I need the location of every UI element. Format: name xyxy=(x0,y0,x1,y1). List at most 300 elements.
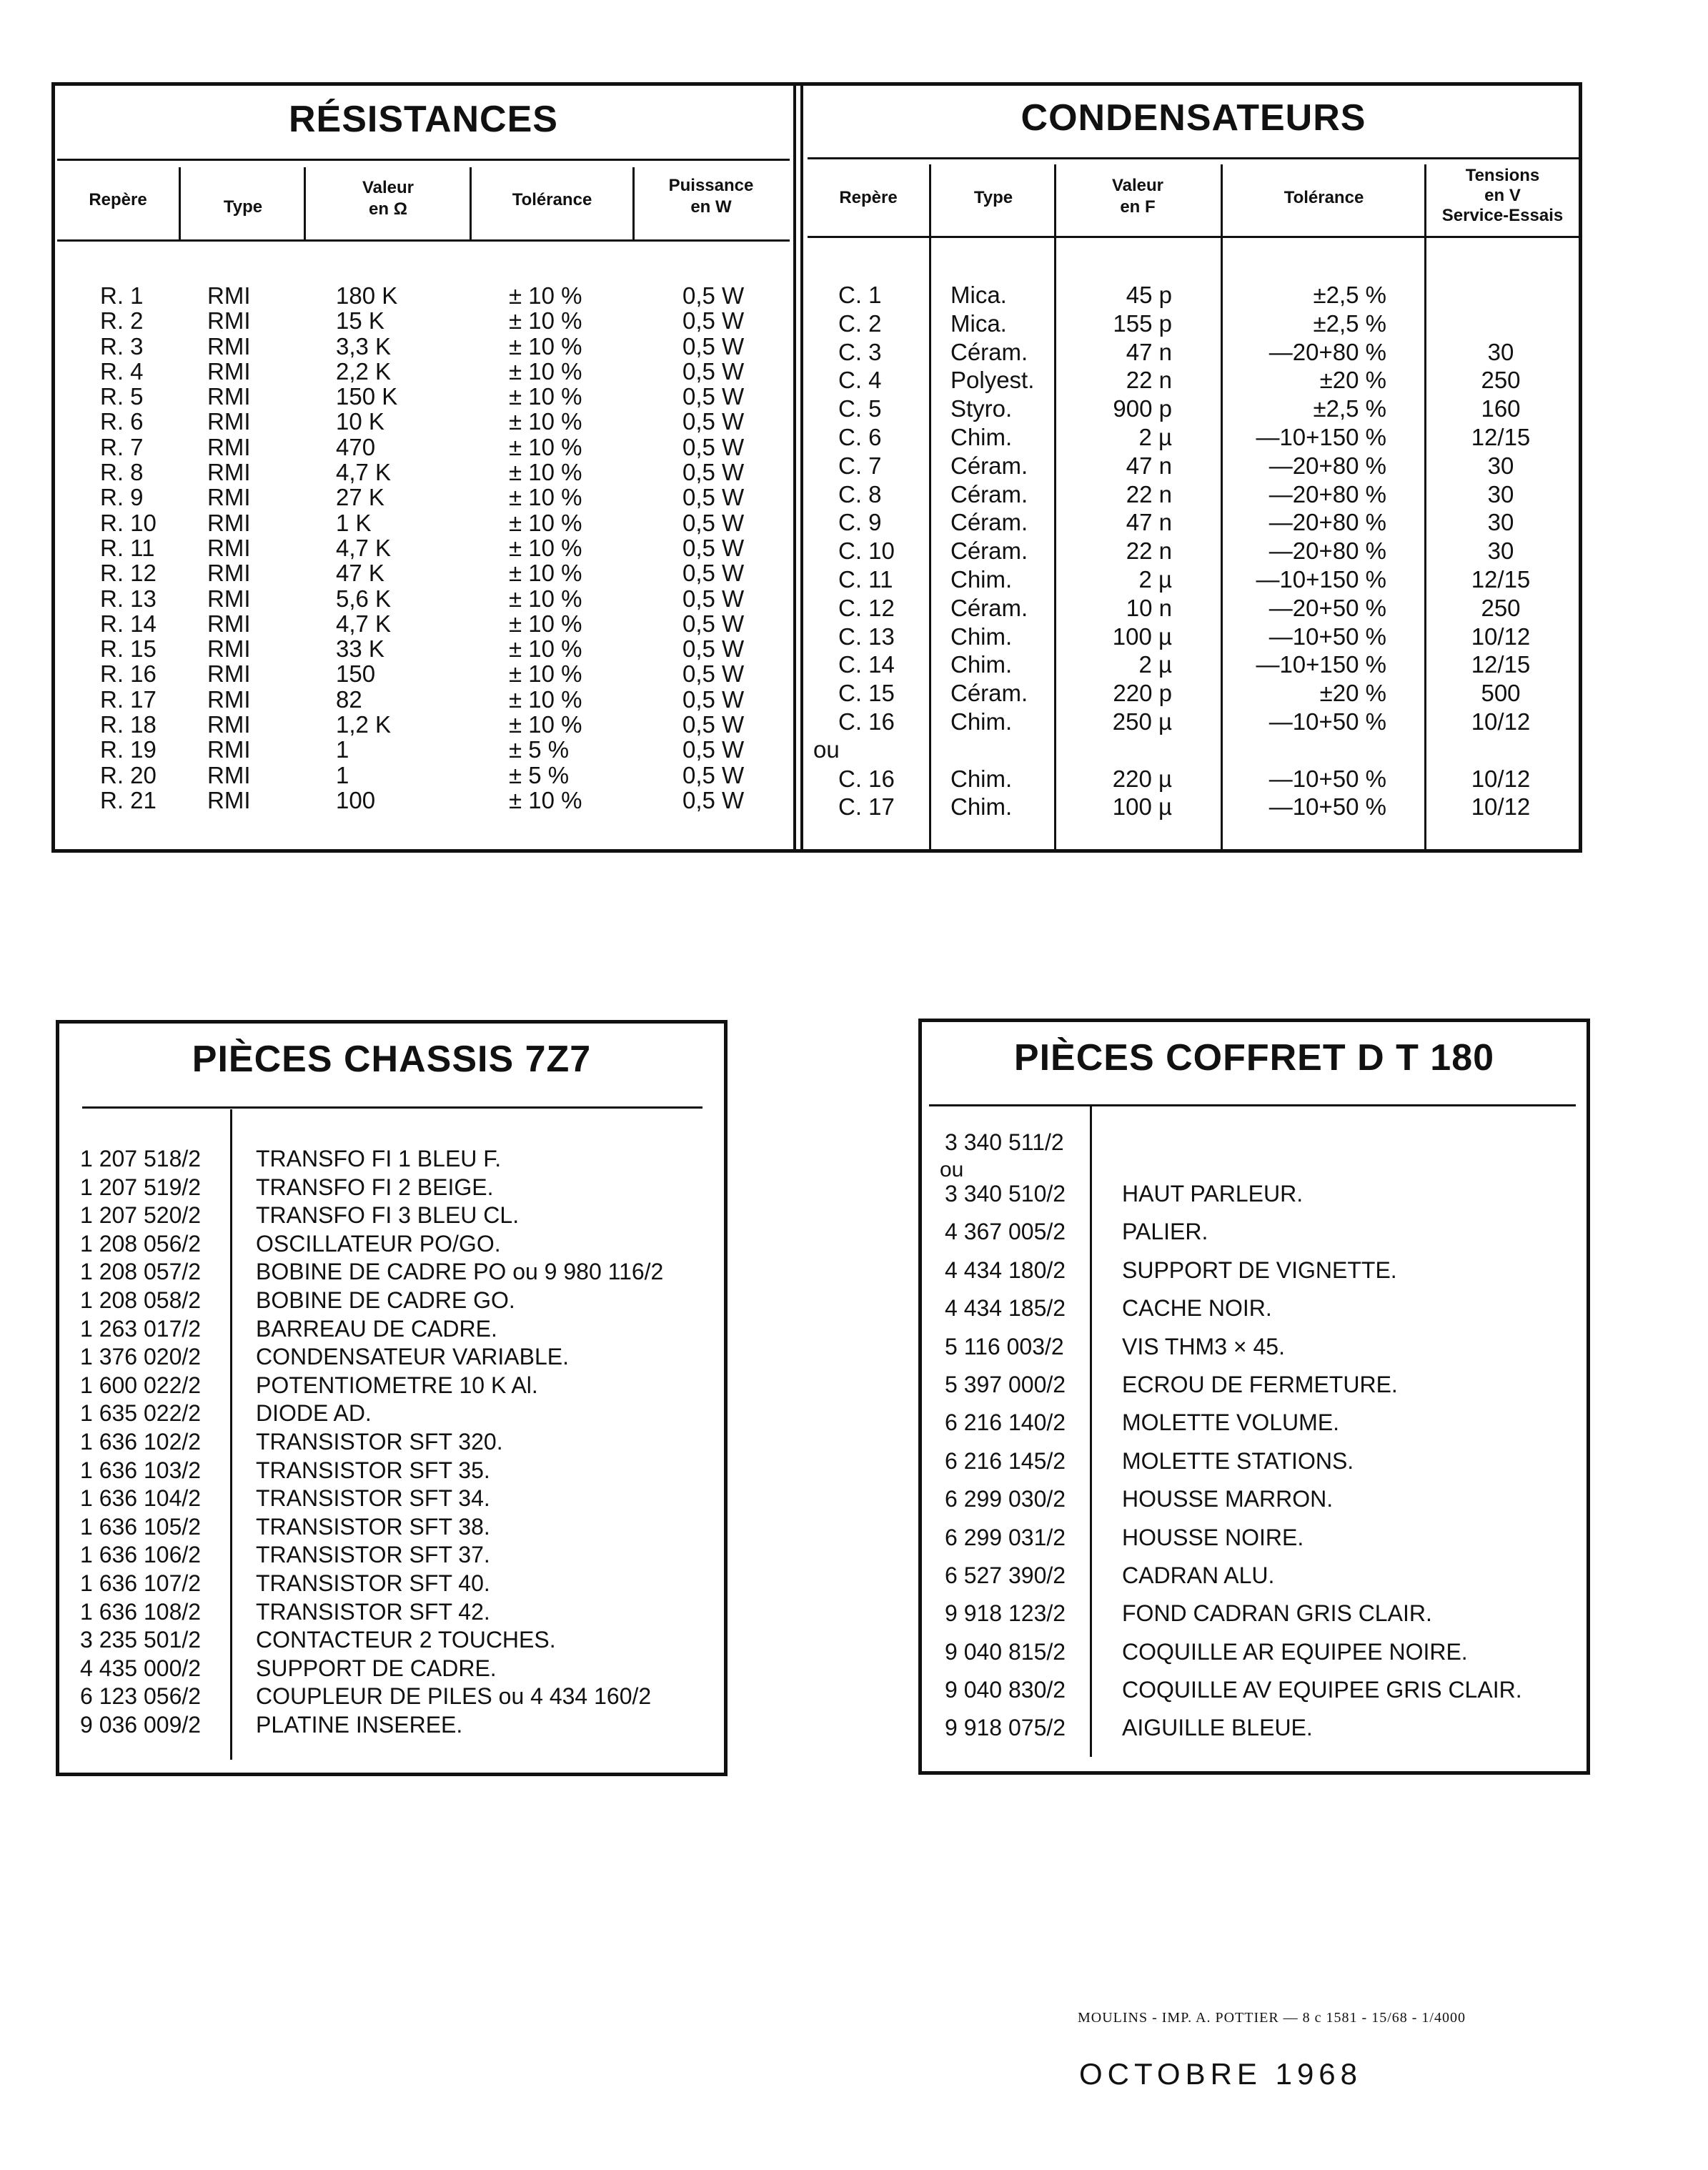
res-cell-repere: R. 6 xyxy=(100,408,144,435)
cond-cell-tolerance: ±2,5 % xyxy=(1313,309,1386,337)
chassis-part-ref: 1 208 056/2 xyxy=(80,1230,202,1257)
cond-cell-tension: 160 xyxy=(1481,395,1521,422)
coffret-part-desc: AIGUILLE BLEUE. xyxy=(1122,1715,1313,1741)
res-cell-type: RMI xyxy=(207,761,251,788)
coffret-part-desc: HAUT PARLEUR. xyxy=(1122,1181,1304,1207)
cond-cell-repere: C. 1 xyxy=(838,282,882,308)
res-cell-tolerance: ± 5 % xyxy=(509,761,570,788)
coffret-part-ref: 9 918 075/2 xyxy=(945,1715,1066,1741)
cond-ou-label: ou xyxy=(813,736,840,763)
res-cell-tolerance: ± 10 % xyxy=(509,685,582,713)
chassis-part-ref: 1 636 102/2 xyxy=(80,1428,202,1455)
chassis-part-desc: POTENTIOMETRE 10 K Al. xyxy=(256,1372,538,1398)
chassis-part-ref: 1 263 017/2 xyxy=(80,1315,202,1342)
res-header-puissance-unit: en W xyxy=(690,197,732,217)
chassis-part-ref: 1 376 020/2 xyxy=(80,1344,202,1370)
cond-cell-valeur: 2 µ xyxy=(1138,423,1172,450)
res-cell-puissance: 0,5 W xyxy=(682,307,745,335)
res-cell-tolerance: ± 10 % xyxy=(509,560,582,587)
res-cell-repere: R. 9 xyxy=(100,484,144,511)
coffret-part-desc: HOUSSE MARRON. xyxy=(1122,1486,1334,1512)
res-cell-repere: R. 8 xyxy=(100,459,144,486)
cond-header-rule xyxy=(808,236,1579,238)
center-divider-1 xyxy=(793,84,796,851)
cond-cell-repere: C. 16 xyxy=(838,708,895,735)
res-cell-tolerance: ± 10 % xyxy=(509,357,582,385)
coffret-part-ref: 5 397 000/2 xyxy=(945,1371,1066,1397)
res-cell-type: RMI xyxy=(207,635,251,663)
res-cell-type: RMI xyxy=(207,383,251,410)
cond-header-valeur-label: Valeur xyxy=(1111,176,1164,195)
res-header-valeur-unit: en Ω xyxy=(369,199,407,219)
res-cell-valeur: 1,2 K xyxy=(336,711,392,738)
cond-cell-tolerance: —10+50 % xyxy=(1268,765,1386,792)
cond-cell-tension: 10/12 xyxy=(1471,765,1531,792)
res-cell-valeur: 47 K xyxy=(336,560,384,587)
cond-cell-type: Chim. xyxy=(950,651,1013,678)
res-header-valeur xyxy=(306,177,470,220)
cond-cell-type: Chim. xyxy=(950,793,1013,821)
res-cell-repere: R. 5 xyxy=(100,383,144,410)
cond-header-valeur-unit: en F xyxy=(1120,197,1156,217)
res-cell-tolerance: ± 10 % xyxy=(509,459,582,486)
res-cell-tolerance: ± 10 % xyxy=(509,408,582,435)
chassis-part-ref: 1 208 057/2 xyxy=(80,1259,202,1285)
res-cell-type: RMI xyxy=(207,610,251,637)
chassis-part-desc: CONTACTEUR 2 TOUCHES. xyxy=(256,1627,556,1653)
res-cell-type: RMI xyxy=(207,408,251,435)
res-cell-type: RMI xyxy=(207,459,251,486)
chassis-part-ref: 9 036 009/2 xyxy=(80,1711,202,1738)
cond-cell-tension: 10/12 xyxy=(1471,708,1531,735)
res-cell-puissance: 0,5 W xyxy=(682,736,745,763)
cond-cell-type: Chim. xyxy=(950,623,1013,650)
cond-cell-tolerance: —20+80 % xyxy=(1268,509,1386,536)
res-cell-puissance: 0,5 W xyxy=(682,408,745,435)
res-cell-repere: R. 4 xyxy=(100,357,144,385)
res-cell-type: RMI xyxy=(207,509,251,536)
chassis-part-desc: BOBINE DE CADRE PO ou 9 980 116/2 xyxy=(256,1259,664,1285)
res-cell-type: RMI xyxy=(207,484,251,511)
res-cell-type: RMI xyxy=(207,585,251,612)
chassis-part-desc: TRANSFO FI 2 BEIGE. xyxy=(256,1174,494,1200)
cond-cell-repere: C. 7 xyxy=(838,452,882,479)
res-cell-valeur: 33 K xyxy=(336,635,384,663)
coffret-title: PIÈCES COFFRET D T 180 xyxy=(1013,1037,1495,1079)
cond-cell-tolerance: —20+50 % xyxy=(1268,594,1386,621)
res-cell-puissance: 0,5 W xyxy=(682,282,745,309)
res-header-tolerance: Tolérance xyxy=(512,190,592,209)
cond-cell-valeur: 45 p xyxy=(1126,282,1172,308)
res-cell-valeur: 5,6 K xyxy=(336,585,392,612)
res-cell-type: RMI xyxy=(207,711,251,738)
cond-cell-tension: 250 xyxy=(1481,367,1521,394)
res-col-puissance xyxy=(682,283,768,813)
chassis-title-rule xyxy=(82,1106,702,1109)
chassis-part-desc: SUPPORT DE CADRE. xyxy=(256,1655,497,1681)
chassis-part-desc: TRANSISTOR SFT 35. xyxy=(256,1457,490,1483)
cond-cell-valeur: 220 p xyxy=(1113,680,1172,707)
res-cell-puissance: 0,5 W xyxy=(682,332,745,360)
res-cell-tolerance: ± 10 % xyxy=(509,509,582,536)
res-cell-puissance: 0,5 W xyxy=(682,433,745,460)
res-header-valeur-label: Valeur xyxy=(362,178,414,197)
res-header-repere: Repère xyxy=(89,190,147,209)
chassis-part-ref: 1 636 105/2 xyxy=(80,1513,202,1540)
cond-cell-tension: 30 xyxy=(1487,509,1514,536)
cond-cell-tension: 30 xyxy=(1487,480,1514,507)
cond-cell-tension: 250 xyxy=(1481,594,1521,621)
res-cell-repere: R. 18 xyxy=(100,711,157,738)
coffret-part-ref: 9 918 123/2 xyxy=(945,1600,1066,1627)
cond-cell-tension: 12/15 xyxy=(1471,565,1531,593)
cond-cell-repere: C. 10 xyxy=(838,537,895,565)
res-cell-tolerance: ± 10 % xyxy=(509,610,582,637)
cond-cell-tension: 30 xyxy=(1487,537,1514,565)
coffret-part-desc: MOLETTE VOLUME. xyxy=(1122,1409,1340,1436)
res-cell-repere: R. 17 xyxy=(100,685,157,713)
cond-cell-type: Céram. xyxy=(950,680,1028,707)
chassis-part-desc: OSCILLATEUR PO/GO. xyxy=(256,1230,501,1257)
cond-cell-tension xyxy=(1429,309,1572,338)
res-cell-repere: R. 1 xyxy=(100,282,144,309)
chassis-part-desc: TRANSFO FI 1 BLEU F. xyxy=(256,1146,502,1171)
cond-cell-valeur: 250 µ xyxy=(1112,708,1172,735)
coffret-part-desc: COQUILLE AV EQUIPEE GRIS CLAIR. xyxy=(1122,1677,1522,1703)
cond-cell-tension: 30 xyxy=(1487,452,1514,479)
printer-imprint: MOULINS - IMP. A. POTTIER — 8 c 1581 - 15/68 - 1/4000 xyxy=(1078,2010,1466,2026)
res-col-sep-1 xyxy=(179,167,181,239)
res-cell-tolerance: ± 10 % xyxy=(509,711,582,738)
cond-col-sep-4 xyxy=(1424,164,1426,851)
condensateurs-title: CONDENSATEURS xyxy=(1021,97,1366,139)
cond-cell-type: Chim. xyxy=(950,565,1013,593)
chassis-part-ref: 4 435 000/2 xyxy=(80,1655,202,1681)
res-cell-tolerance: ± 10 % xyxy=(509,534,582,561)
chassis-part-ref: 1 207 520/2 xyxy=(80,1202,202,1229)
cond-cell-valeur: 47 n xyxy=(1126,509,1172,536)
res-cell-valeur: 150 K xyxy=(336,383,398,410)
chassis-part-desc: TRANSISTOR SFT 42. xyxy=(256,1598,490,1625)
res-cell-puissance: 0,5 W xyxy=(682,786,745,813)
chassis-part-ref: 1 636 107/2 xyxy=(80,1570,202,1596)
coffret-part-desc: ECROU DE FERMETURE. xyxy=(1122,1371,1398,1397)
res-cell-type: RMI xyxy=(207,534,251,561)
coffret-part-ref: 5 116 003/2 xyxy=(945,1333,1064,1359)
res-cell-valeur: 3,3 K xyxy=(336,332,392,360)
cond-header-type: Type xyxy=(973,188,1013,207)
res-header-type: Type xyxy=(223,197,263,217)
chassis-part-ref: 6 123 056/2 xyxy=(80,1683,202,1710)
res-cell-puissance: 0,5 W xyxy=(682,560,745,587)
res-cell-puissance: 0,5 W xyxy=(682,635,745,663)
res-cell-tolerance: ± 10 % xyxy=(509,660,582,688)
res-cell-valeur: 4,7 K xyxy=(336,610,392,637)
res-cell-tolerance: ± 10 % xyxy=(509,786,582,813)
cond-cell-type: Céram. xyxy=(950,537,1028,565)
res-cell-tolerance: ± 10 % xyxy=(509,585,582,612)
res-header-puissance-label: Puissance xyxy=(668,176,754,195)
res-cell-tolerance: ± 10 % xyxy=(509,484,582,511)
res-col-valeur xyxy=(336,283,418,813)
cond-cell-valeur xyxy=(1072,736,1172,765)
cond-cell-valeur: 22 n xyxy=(1126,537,1172,565)
resistances-title-rule xyxy=(57,159,790,161)
res-cell-puissance: 0,5 W xyxy=(682,711,745,738)
res-cell-tolerance: ± 10 % xyxy=(509,332,582,360)
res-cell-valeur: 1 xyxy=(336,736,349,763)
cond-cell-repere: C. 12 xyxy=(838,594,895,621)
cond-cell-repere: C. 9 xyxy=(838,509,882,536)
res-cell-repere: R. 14 xyxy=(100,610,157,637)
cond-cell-tension: 12/15 xyxy=(1471,651,1531,678)
coffret-part-desc: COQUILLE AR EQUIPEE NOIRE. xyxy=(1122,1638,1468,1665)
coffret-part-desc: FOND CADRAN GRIS CLAIR. xyxy=(1122,1600,1432,1627)
cond-cell-type: Mica. xyxy=(950,309,1007,337)
chassis-refs xyxy=(80,1145,227,1739)
res-cell-repere: R. 21 xyxy=(100,786,157,813)
coffret-part-desc: PALIER. xyxy=(1122,1219,1208,1245)
coffret-part-desc: VIS THM3 × 45. xyxy=(1122,1333,1285,1359)
cond-cell-valeur: 22 n xyxy=(1126,367,1172,394)
res-cell-repere: R. 16 xyxy=(100,660,157,688)
res-col-tolerance xyxy=(509,283,616,813)
res-col-repere xyxy=(100,283,179,813)
chassis-part-ref: 3 235 501/2 xyxy=(80,1627,202,1653)
res-cell-repere: R. 11 xyxy=(100,534,155,561)
cond-cell-repere: C. 13 xyxy=(838,623,895,650)
chassis-part-desc: BARREAU DE CADRE. xyxy=(256,1315,497,1342)
coffret-part-ref: 9 040 815/2 xyxy=(945,1638,1066,1665)
cond-cell-repere: C. 5 xyxy=(838,395,882,422)
chassis-part-desc: TRANSFO FI 3 BLEU CL. xyxy=(256,1202,520,1229)
res-cell-valeur: 10 K xyxy=(336,408,384,435)
chassis-part-ref: 1 207 518/2 xyxy=(80,1146,202,1171)
res-header-puissance xyxy=(632,175,790,218)
cond-cell-valeur: 2 µ xyxy=(1138,565,1172,593)
coffret-part-ref: 4 434 180/2 xyxy=(945,1257,1066,1283)
coffret-title-rule xyxy=(929,1104,1576,1106)
cond-header-tolerance: Tolérance xyxy=(1284,188,1364,207)
res-cell-repere: R. 2 xyxy=(100,307,144,335)
res-cell-puissance: 0,5 W xyxy=(682,685,745,713)
cond-cell-type: Chim. xyxy=(950,708,1013,735)
chassis-part-desc: TRANSISTOR SFT 34. xyxy=(256,1485,490,1512)
res-cell-valeur: 15 K xyxy=(336,307,384,335)
cond-cell-repere xyxy=(838,736,924,765)
cond-cell-type: Céram. xyxy=(950,452,1028,479)
chassis-part-ref: 1 635 022/2 xyxy=(80,1400,202,1427)
chassis-part-desc: PLATINE INSEREE. xyxy=(256,1711,463,1738)
res-cell-valeur: 150 xyxy=(336,660,376,688)
cond-cell-type: Styro. xyxy=(950,395,1013,422)
cond-cell-tolerance: —20+80 % xyxy=(1268,338,1386,365)
cond-cell-tension xyxy=(1429,736,1572,765)
cond-cell-valeur: 47 n xyxy=(1126,452,1172,479)
cond-cell-type: Céram. xyxy=(950,594,1028,621)
cond-col-sep-2 xyxy=(1054,164,1056,851)
cond-cell-type: Céram. xyxy=(950,480,1028,507)
chassis-part-desc: TRANSISTOR SFT 37. xyxy=(256,1542,490,1568)
res-cell-valeur: 100 xyxy=(336,786,376,813)
chassis-part-desc: TRANSISTOR SFT 320. xyxy=(256,1428,503,1455)
cond-cell-tolerance: —20+80 % xyxy=(1268,452,1386,479)
cond-col-sep-1 xyxy=(929,164,931,851)
coffret-part-ref: 4 434 185/2 xyxy=(945,1295,1066,1322)
cond-cell-tension: 12/15 xyxy=(1471,423,1531,450)
coffret-part-desc: MOLETTE STATIONS. xyxy=(1122,1447,1354,1474)
res-cell-type: RMI xyxy=(207,786,251,813)
cond-cell-valeur: 100 µ xyxy=(1112,623,1172,650)
chassis-title: PIÈCES CHASSIS 7Z7 xyxy=(192,1039,592,1080)
res-col-type xyxy=(207,283,286,813)
res-col-sep-3 xyxy=(470,167,472,239)
chassis-descs xyxy=(256,1145,713,1739)
cond-cell-tolerance: —10+150 % xyxy=(1256,423,1386,450)
chassis-part-ref: 1 208 058/2 xyxy=(80,1287,202,1313)
chassis-part-desc: TRANSISTOR SFT 38. xyxy=(256,1513,490,1540)
cond-cell-type: Céram. xyxy=(950,338,1028,365)
cond-cell-tolerance: —10+150 % xyxy=(1256,565,1386,593)
cond-header-tensions-1: Tensions xyxy=(1465,166,1540,185)
res-cell-valeur: 180 K xyxy=(336,282,398,309)
res-cell-type: RMI xyxy=(207,433,251,460)
cond-col-type xyxy=(950,281,1051,821)
res-cell-valeur: 470 xyxy=(336,433,376,460)
res-cell-type: RMI xyxy=(207,307,251,335)
res-cell-type: RMI xyxy=(207,560,251,587)
res-cell-puissance: 0,5 W xyxy=(682,509,745,536)
coffret-refs xyxy=(945,1175,1088,1748)
cond-cell-type: Chim. xyxy=(950,765,1013,792)
res-cell-puissance: 0,5 W xyxy=(682,585,745,612)
chassis-part-ref: 1 600 022/2 xyxy=(80,1372,202,1398)
cond-cell-tension: 10/12 xyxy=(1471,623,1531,650)
cond-cell-tolerance xyxy=(1226,736,1386,765)
res-cell-valeur: 4,7 K xyxy=(336,534,392,561)
cond-cell-tolerance: —10+50 % xyxy=(1268,623,1386,650)
chassis-part-desc: CONDENSATEUR VARIABLE. xyxy=(256,1344,570,1370)
res-cell-repere: R. 3 xyxy=(100,332,144,360)
res-header-rule xyxy=(57,239,790,242)
chassis-part-ref: 1 636 108/2 xyxy=(80,1598,202,1625)
coffret-part-ref: 6 216 140/2 xyxy=(945,1409,1066,1436)
res-cell-tolerance: ± 10 % xyxy=(509,307,582,335)
cond-cell-valeur: 2 µ xyxy=(1138,651,1172,678)
resistances-title: RÉSISTANCES xyxy=(289,99,558,140)
chassis-col-sep xyxy=(230,1109,232,1760)
res-col-sep-4 xyxy=(632,167,635,239)
coffret-descs xyxy=(1122,1175,1579,1748)
cond-cell-tension xyxy=(1429,281,1572,309)
res-cell-tolerance: ± 10 % xyxy=(509,383,582,410)
cond-cell-type: Mica. xyxy=(950,282,1007,308)
cond-cell-valeur: 155 p xyxy=(1113,309,1172,337)
cond-col-sep-3 xyxy=(1221,164,1223,851)
coffret-first-ref: 3 340 511/2 xyxy=(945,1129,1064,1155)
res-cell-puissance: 0,5 W xyxy=(682,660,745,688)
res-cell-repere: R. 10 xyxy=(100,509,157,536)
res-cell-repere: R. 20 xyxy=(100,761,157,788)
res-cell-type: RMI xyxy=(207,736,251,763)
coffret-part-desc: CADRAN ALU. xyxy=(1122,1562,1275,1588)
cond-col-tension xyxy=(1429,281,1572,821)
res-cell-type: RMI xyxy=(207,357,251,385)
cond-col-tolerance xyxy=(1226,281,1386,821)
res-cell-valeur: 4,7 K xyxy=(336,459,392,486)
coffret-col-sep xyxy=(1090,1106,1092,1757)
coffret-part-ref: 4 367 005/2 xyxy=(945,1219,1066,1245)
res-cell-puissance: 0,5 W xyxy=(682,357,745,385)
cond-cell-tolerance: ±20 % xyxy=(1319,680,1386,707)
cond-header-tensions-3: Service-Essais xyxy=(1441,206,1564,225)
cond-cell-type: Chim. xyxy=(950,423,1013,450)
chassis-part-ref: 1 636 104/2 xyxy=(80,1485,202,1512)
res-col-sep-2 xyxy=(304,167,306,239)
res-cell-type: RMI xyxy=(207,685,251,713)
coffret-part-desc: CACHE NOIR. xyxy=(1122,1295,1272,1322)
cond-cell-tolerance: ±20 % xyxy=(1319,367,1386,394)
cond-cell-type: Polyest. xyxy=(950,367,1035,394)
cond-cell-valeur: 47 n xyxy=(1126,338,1172,365)
coffret-part-ref: 6 527 390/2 xyxy=(945,1562,1066,1588)
cond-cell-repere: C. 14 xyxy=(838,651,895,678)
coffret-part-ref: 3 340 510/2 xyxy=(945,1181,1066,1207)
res-cell-type: RMI xyxy=(207,282,251,309)
cond-cell-repere: C. 2 xyxy=(838,309,882,337)
condensateurs-title-rule xyxy=(808,157,1579,159)
coffret-ou-label: ou xyxy=(940,1158,964,1181)
res-cell-valeur: 82 xyxy=(336,685,362,713)
chassis-part-desc: BOBINE DE CADRE GO. xyxy=(256,1287,515,1313)
cond-col-valeur xyxy=(1072,281,1172,821)
chassis-part-desc: COUPLEUR DE PILES ou 4 434 160/2 xyxy=(256,1683,652,1710)
res-cell-tolerance: ± 5 % xyxy=(509,736,570,763)
cond-cell-valeur: 100 µ xyxy=(1112,793,1172,821)
cond-cell-tolerance: ±2,5 % xyxy=(1313,395,1386,422)
cond-cell-valeur: 900 p xyxy=(1113,395,1172,422)
coffret-part-desc: HOUSSE NOIRE. xyxy=(1122,1524,1304,1550)
res-cell-puissance: 0,5 W xyxy=(682,534,745,561)
cond-header-valeur xyxy=(1056,175,1219,218)
coffret-part-ref: 9 040 830/2 xyxy=(945,1677,1066,1703)
res-cell-puissance: 0,5 W xyxy=(682,484,745,511)
cond-cell-tolerance: —10+50 % xyxy=(1268,793,1386,821)
cond-cell-tension: 10/12 xyxy=(1471,793,1531,821)
center-divider-2 xyxy=(800,84,803,851)
chassis-part-ref: 1 636 103/2 xyxy=(80,1457,202,1483)
res-cell-repere: R. 19 xyxy=(100,736,157,763)
cond-col-repere xyxy=(838,281,924,821)
coffret-part-ref: 6 216 145/2 xyxy=(945,1447,1066,1474)
cond-cell-repere: C. 8 xyxy=(838,480,882,507)
cond-cell-repere: C. 17 xyxy=(838,793,895,821)
res-cell-valeur: 2,2 K xyxy=(336,357,392,385)
cond-cell-type xyxy=(950,736,1051,765)
cond-cell-tolerance: ±2,5 % xyxy=(1313,282,1386,308)
res-cell-puissance: 0,5 W xyxy=(682,459,745,486)
publication-date: OCTOBRE 1968 xyxy=(1079,2057,1363,2091)
cond-cell-tolerance: —20+80 % xyxy=(1268,537,1386,565)
cond-header-tensions-2: en V xyxy=(1484,186,1521,205)
res-cell-valeur: 1 xyxy=(336,761,349,788)
cond-cell-tolerance: —10+50 % xyxy=(1268,708,1386,735)
cond-cell-tolerance: —10+150 % xyxy=(1256,651,1386,678)
res-cell-tolerance: ± 10 % xyxy=(509,433,582,460)
res-cell-type: RMI xyxy=(207,332,251,360)
res-cell-repere: R. 15 xyxy=(100,635,157,663)
cond-cell-repere: C. 16 xyxy=(838,765,895,792)
